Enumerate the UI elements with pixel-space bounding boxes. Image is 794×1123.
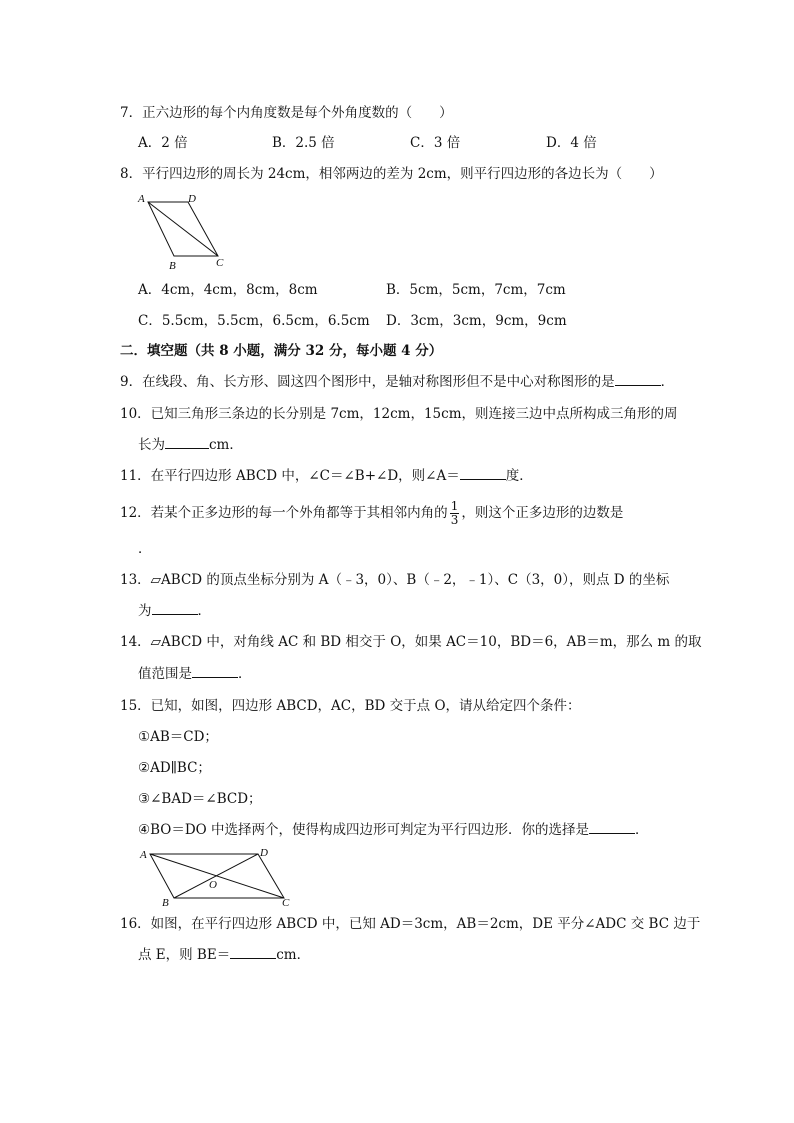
q12-line2: ． <box>138 541 152 557</box>
q14-line2 <box>138 665 252 683</box>
q16-line1: 16．如图，在平行四边形 ABCD 中，已知 AD＝3cm，AB＝2cm，DE 平分∠ADC 交 BC 边于 <box>120 916 701 932</box>
q12-fraction <box>450 500 460 527</box>
q11-line <box>120 467 533 485</box>
q8-label-c: C <box>216 257 224 269</box>
q14-line2-pre: 值范围是 <box>138 666 192 682</box>
q8-option-b: B．5cm，5cm，7cm，7cm <box>386 282 566 298</box>
q7-stem: 7．正六边形的每个内角度数是每个外角度数的（ ） <box>120 105 453 121</box>
q12-fraction-denominator: 3 <box>450 513 459 527</box>
q15-label-o: O <box>209 879 217 891</box>
q7-option-b: B．2.5 倍 <box>272 135 335 151</box>
q8-option-c: C．5.5cm，5.5cm，6.5cm，6.5cm <box>138 313 370 329</box>
q13-line2 <box>138 602 211 620</box>
q14-answer-blank <box>192 665 238 678</box>
q9-line <box>120 373 674 391</box>
q9-end: ． <box>660 374 675 390</box>
q13-line2-post: ． <box>197 603 211 619</box>
q9-answer-blank <box>615 373 661 386</box>
q13-line1: 13．▱ABCD 的顶点坐标分别为 A（﹣3，0）、B（﹣2，﹣1）、C（3，0），则点 D 的坐标 <box>120 572 670 588</box>
q15-label-b: B <box>162 897 169 909</box>
q13-line2-pre: 为 <box>138 603 152 619</box>
q12-pre: 12．若某个正多边形的每一个外角都等于其相邻内角的 <box>120 505 448 521</box>
q10-line2-pre: 长为 <box>138 437 165 453</box>
q15-label-a: A <box>140 849 147 861</box>
q10-line2-post: cm． <box>209 437 243 453</box>
q9-text: 9．在线段、角、长方形、圆这四个图形中，是轴对称图形但不是中心对称图形的是 <box>120 374 615 390</box>
q11-post: 度． <box>505 468 533 484</box>
q10-line2 <box>138 436 243 454</box>
q14-line2-post: ． <box>238 666 252 682</box>
section-2-heading: 二．填空题（共 8 小题，满分 32 分，每小题 4 分） <box>120 343 443 359</box>
q12-post: ，则这个正多边形的边数是 <box>461 505 624 521</box>
q7-option-a: A．2 倍 <box>138 135 188 151</box>
q7-option-d: D．4 倍 <box>546 135 597 151</box>
q15-label-d: D <box>260 847 268 859</box>
q15-condition-2: ②AD∥BC； <box>138 760 211 776</box>
q8-stem: 8．平行四边形的周长为 24cm，相邻两边的差为 2cm，则平行四边形的各边长为（ ） <box>120 166 663 182</box>
q15-last-pre: ④BO＝DO 中选择两个，使得构成四边形可判定为平行四边形．你的选择是 <box>138 822 590 838</box>
q8-label-a: A <box>138 193 145 205</box>
q15-last-post: ． <box>635 822 649 838</box>
q16-line2-pre: 点 E，则 BE＝ <box>138 947 231 963</box>
q16-answer-blank <box>230 946 276 959</box>
q15-parallelogram-figure <box>136 843 298 909</box>
q12-fraction-numerator: 1 <box>450 499 459 513</box>
q10-answer-blank <box>165 436 209 449</box>
q15-condition-4 <box>138 821 649 839</box>
q8-label-b: B <box>169 260 176 272</box>
q7-option-c: C．3 倍 <box>410 135 461 151</box>
q15-condition-3: ③∠BAD＝∠BCD； <box>138 791 262 807</box>
q13-answer-blank <box>152 602 198 615</box>
q14-line1: 14．▱ABCD 中，对角线 AC 和 BD 相交于 O，如果 AC＝10，BD＝6，AB＝m，那么 m 的取 <box>120 634 702 650</box>
q11-pre: 11．在平行四边形 ABCD 中，∠C＝∠B+∠D，则∠A＝ <box>120 468 460 484</box>
q16-line2-post: cm． <box>276 947 311 963</box>
q15-condition-1: ①AB＝CD； <box>138 729 218 745</box>
q8-option-a: A．4cm，4cm，8cm，8cm <box>138 282 318 298</box>
q15-answer-blank <box>589 821 635 834</box>
q15-stem: 15．已知，如图，四边形 ABCD，AC，BD 交于点 O，请从给定四个条件： <box>120 698 581 714</box>
q15-label-c: C <box>282 897 290 909</box>
q8-option-d: D．3cm，3cm，9cm，9cm <box>386 313 567 329</box>
q12-line1 <box>120 500 623 527</box>
q8-label-d: D <box>188 193 196 205</box>
q10-line1: 10．已知三角形三条边的长分别是 7cm，12cm，15cm，则连接三边中点所构成三角形的周 <box>120 406 678 422</box>
q8-parallelogram-figure <box>134 190 234 272</box>
q11-answer-blank <box>460 467 506 480</box>
q16-line2 <box>138 946 310 964</box>
